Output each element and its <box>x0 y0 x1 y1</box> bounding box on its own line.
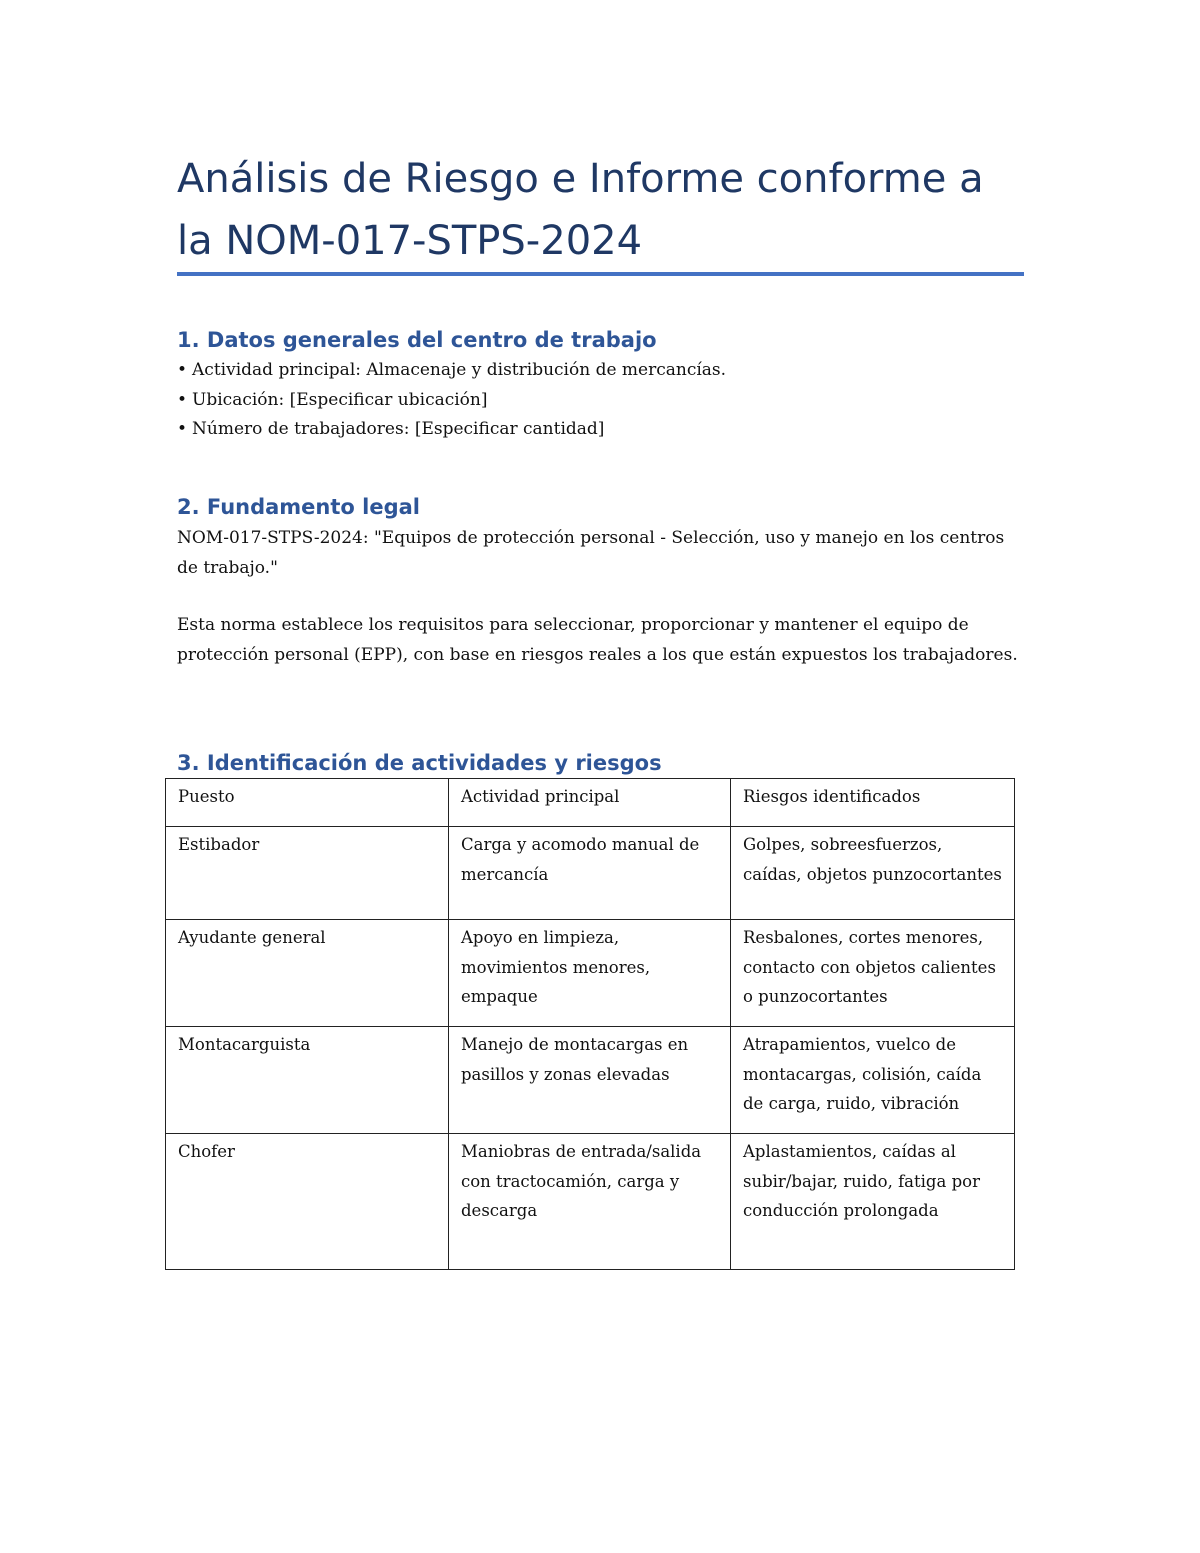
table-header-row <box>166 779 1015 827</box>
column-header: Puesto <box>166 779 449 827</box>
bullet-mark: • <box>177 360 188 380</box>
table-cell-activity: Carga y acomodo manual de mercancía <box>449 827 731 920</box>
section-1-heading: 1. Datos generales del centro de trabajo <box>177 328 657 352</box>
table-row <box>166 1134 1015 1270</box>
table-cell-activity: Manejo de montacargas en pasillos y zonas elevadas <box>449 1027 731 1134</box>
column-header: Actividad principal <box>449 779 731 827</box>
document-title: Análisis de Riesgo e Informe conforme a la NOM-017-STPS-2024 <box>177 156 984 264</box>
table-cell-position: Montacarguista <box>166 1027 449 1134</box>
section-3-heading: 3. Identificación de actividades y riesgos <box>177 751 662 775</box>
bullet-mark: • <box>177 419 188 439</box>
list-item-text: Número de trabajadores: [Especificar cantidad] <box>192 419 605 439</box>
table-cell-position: Chofer <box>166 1134 449 1270</box>
section-2-heading: 2. Fundamento legal <box>177 495 420 519</box>
table-cell-risks: Aplastamientos, caídas al subir/bajar, ruido, fatiga por conducción prolongada <box>731 1134 1015 1270</box>
risk-table <box>165 778 1015 1270</box>
table-row <box>166 920 1015 1027</box>
table-cell-risks: Golpes, sobreesfuerzos, caídas, objetos punzocortantes <box>731 827 1015 920</box>
table-cell-position: Ayudante general <box>166 920 449 1027</box>
table-row <box>166 1027 1015 1134</box>
list-item-text: Actividad principal: Almacenaje y distribución de mercancías. <box>192 360 727 380</box>
list-item <box>177 386 726 416</box>
title-underline <box>177 272 1024 276</box>
table-cell-position: Estibador <box>166 827 449 920</box>
table-cell-activity: Maniobras de entrada/salida con tractocamión, carga y descarga <box>449 1134 731 1270</box>
list-item <box>177 415 726 445</box>
table-cell-risks: Resbalones, cortes menores, contacto con objetos calientes o punzocortantes <box>731 920 1015 1027</box>
bullet-mark: • <box>177 389 188 410</box>
legal-basis-paragraph: NOM-017-STPS-2024: "Equipos de protección personal - Selección, uso y manejo en los centros de trabajo." <box>177 528 1005 578</box>
table-row <box>166 827 1015 920</box>
list-item <box>177 356 726 386</box>
table-cell-activity: Apoyo en limpieza, movimientos menores, empaque <box>449 920 731 1027</box>
general-data-list <box>177 356 726 445</box>
column-header: Riesgos identificados <box>731 779 1015 827</box>
norm-description-paragraph: Esta norma establece los requisitos para seleccionar, proporcionar y mantener el equipo de protección personal (EPP), con base en riesgos reales a los que están expuestos los trabajadores. <box>177 615 1018 665</box>
table-cell-risks: Atrapamientos, vuelco de montacargas, colisión, caída de carga, ruido, vibración <box>731 1027 1015 1134</box>
list-item-text: Ubicación: [Especificar ubicación] <box>192 389 488 410</box>
